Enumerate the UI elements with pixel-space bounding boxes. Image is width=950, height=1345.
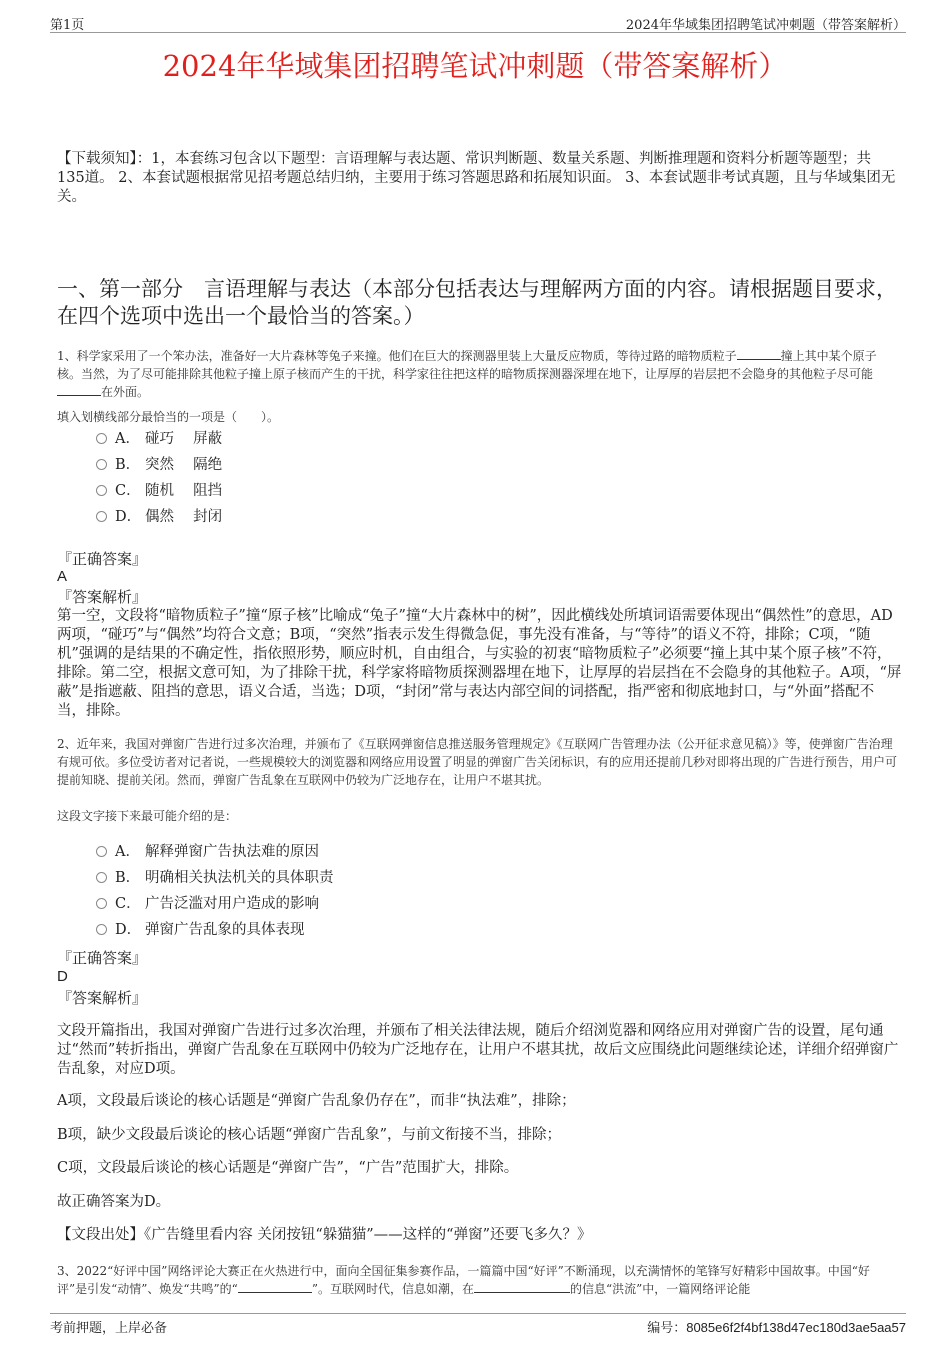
q2-option-d[interactable]: D． 弹窗广告乱象的具体表现 xyxy=(96,920,305,940)
footer-slogan: 考前押题，上岸必备 xyxy=(50,1321,168,1336)
q2-source: 【文段出处】《广告缝里看内容 关闭按钮“躲猫猫”——这样的“弹窗”还要飞多久？》 xyxy=(57,1227,592,1243)
q1-option-a[interactable]: A． 碰巧 屏蔽 xyxy=(96,429,222,449)
q2-explanation: 文段开篇指出，我国对弹窗广告进行过多次治理，并颁布了相关法律法规，随后介绍浏览器和网络应用对弹窗广告的设置，尾句通过“然而”转折指出，弹窗广告乱象在互联网中仍较为广泛地存在，让用户不堪其扰，故后文应围绕此问题继续论述，详细介绍弹窗广告乱象，对应D项。 xyxy=(57,1023,899,1077)
fill-blank xyxy=(737,347,781,360)
q1-option-d[interactable]: D． 偶然 封闭 xyxy=(96,507,222,527)
question-3-text: 3、2022“好评中国”网络评论大赛正在火热进行中，面向全国征集参赛作品，一篇篇中国“好评”不断涌现，以充满情怀的笔锋写好精彩中国故事。中国“好评”是引发“动情”、焕发“共鸣”的“ ”。互联网时代，信息如潮，在 的信息“洪流”中，一篇网络评论能 xyxy=(57,1264,870,1296)
q1-option-b[interactable]: B． 突然 隔绝 xyxy=(96,455,222,475)
radio-icon[interactable] xyxy=(96,433,107,444)
page-footer xyxy=(50,1313,906,1334)
radio-icon[interactable] xyxy=(96,924,107,935)
fill-blank xyxy=(238,1280,312,1293)
q2-option-a[interactable]: A． 解释弹窗广告执法难的原因 xyxy=(96,842,319,862)
q1-explanation: 第一空，文段将“暗物质粒子”撞“原子核”比喻成“兔子”撞“大片森林中的树”，因此横线处所填词语需要体现出“偶然性”的意思，AD两项，“碰巧”与“偶然”均符合文意；B项，“突然”指表示发生得微急促，事先没有准备，与“等待”的语义不符，排除；C项，“随机”强调的是结果的不确定性，指依照形势，顺应时机，自由组合，与实验的初衷“暗物质粒子”必须要“撞上其中某个原子核”不符，排除。第二空，根据文意可知，为了排除干扰，科学家将暗物质探测器埋在地下，让厚厚的岩层挡在不会隐身的其他粒子。A项，“屏蔽”是指遮蔽、阻挡的意思，语义合适，当选；D项，“封闭”常与表达内部空间的词搭配，指严密和彻底地封口，与“外面”搭配不当，排除。 xyxy=(57,608,902,719)
question-2-text: 2、近年来，我国对弹窗广告进行过多次治理，并颁布了《互联网弹窗信息推送服务管理规定》《互联网广告管理办法（公开征求意见稿）》等，使弹窗广告治理有规可依。多位受访者对记者说，一些规模较大的浏览器和网络应用设置了明显的弹窗广告关闭标识，有的应用还提前几秒对即将出现的广告进行预告，用户可提前知晓、提前关闭。然而，弹窗广告乱象在互联网中仍较为广泛地存在，让用户不堪其扰。 xyxy=(57,737,898,787)
question-1-text: 1、科学家采用了一个笨办法，准备好一大片森林等兔子来撞。他们在巨大的探测器里装上大量反应物质，等待过路的暗物质粒子 撞上其中某个原子核。当然，为了尽可能排除其他粒子撞上原子核而产生的干扰，科学家往往把这样的暗物质探测器深埋在地下，让厚厚的岩层把不会隐身的其他粒子尽可能在外面。 xyxy=(57,349,877,399)
radio-icon[interactable] xyxy=(96,846,107,857)
radio-icon[interactable] xyxy=(96,485,107,496)
q2-explain-heading: 『答案解析』 xyxy=(57,989,148,1007)
radio-icon[interactable] xyxy=(96,898,107,909)
q2-answer: D xyxy=(57,968,68,985)
radio-icon[interactable] xyxy=(96,459,107,470)
q1-answer: A xyxy=(57,568,68,585)
page-number: 第1页 xyxy=(50,18,85,33)
question-2-prompt: 这段文字接下来最可能介绍的是： xyxy=(57,809,238,823)
radio-icon[interactable] xyxy=(96,872,107,883)
q2-analysis-a: A项，文段最后谈论的核心话题是“弹窗广告乱象仍存在”，而非“执法难”，排除； xyxy=(57,1093,576,1109)
q2-answer-heading: 『正确答案』 xyxy=(57,949,148,967)
page-header xyxy=(50,14,906,33)
q2-conclusion: 故正确答案为D。 xyxy=(57,1194,171,1210)
fill-blank xyxy=(474,1280,570,1293)
section-title: 一、第一部分 言语理解与表达（本部分包括表达与理解两方面的内容。请根据题目要求，在四个选项中选出一个最恰当的答案。） xyxy=(57,277,897,328)
q2-option-c[interactable]: C． 广告泛滥对用户造成的影响 xyxy=(96,894,319,914)
radio-icon[interactable] xyxy=(96,511,107,522)
q2-option-b[interactable]: B． 明确相关执法机关的具体职责 xyxy=(96,868,334,888)
question-1-prompt: 填入划横线部分最恰当的一项是（ ）。 xyxy=(57,410,280,424)
header-doc-title: 2024年华域集团招聘笔试冲刺题（带答案解析） xyxy=(625,18,906,33)
fill-blank xyxy=(57,383,101,396)
q2-analysis-c: C项，文段最后谈论的核心话题是“弹窗广告”，“广告”范围扩大，排除。 xyxy=(57,1160,519,1176)
q2-analysis-b: B项，缺少文段最后谈论的核心话题“弹窗广告乱象”，与前文衔接不当，排除； xyxy=(57,1127,561,1143)
download-notice: 【下载须知】：1，本套练习包含以下题型：言语理解与表达题、常识判断题、数量关系题、判断推理题和资料分析题等题型；共135道。 2、本套试题根据常见招考题总结归纳，主要用于练习答题思路和拓展知识面。 3、本套试题非考试真题，且与华域集团无关。 xyxy=(57,151,896,205)
footer-code: 编号：8085e6f2f4bf138d47ec180d3ae5aa57 xyxy=(647,1320,906,1336)
q1-answer-heading: 『正确答案』 xyxy=(57,550,148,568)
document-title: 2024年华域集团招聘笔试冲刺题（带答案解析） xyxy=(162,49,788,83)
q1-explain-heading: 『答案解析』 xyxy=(57,588,148,606)
q1-option-c[interactable]: C． 随机 阻挡 xyxy=(96,481,222,501)
